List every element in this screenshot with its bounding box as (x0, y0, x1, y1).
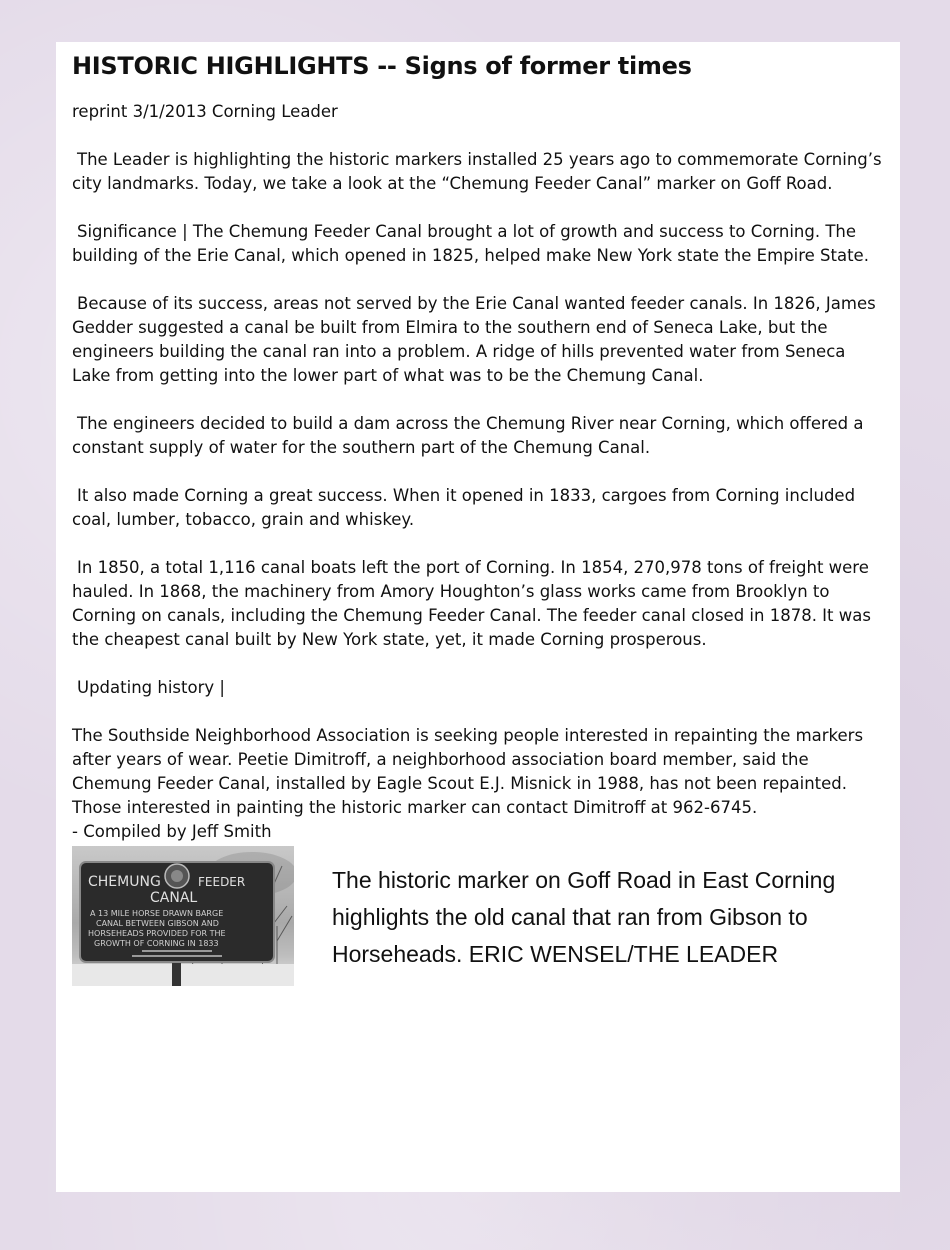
article-credit: - Compiled by Jeff Smith (72, 822, 272, 841)
marker-photo (72, 846, 294, 986)
sign-body-line: GROWTH OF CORNING IN 1833 (94, 939, 219, 948)
paragraph-intro: The Leader is highlighting the historic markers installed 25 years ago to commemorate Corning’s city landmarks. Today, we take a look at the “Chemung Feeder Canal” marker on Goff Road. (72, 150, 882, 193)
article-title: HISTORIC HIGHLIGHTS -- Signs of former times (72, 52, 692, 80)
paragraph-feeder-canals: Because of its success, areas not served by the Erie Canal wanted feeder canals. In 1826, James Gedder suggested a canal be built from Elmira to the southern end of Seneca Lake, but the engineers building the canal ran into a problem. A ridge of hills prevented water from Seneca Lake from getting into the lower part of what was to be the Chemung Canal. (72, 294, 876, 385)
sign-text-chemung: CHEMUNG (88, 874, 161, 890)
paragraph-significance: Significance | The Chemung Feeder Canal brought a lot of growth and success to Corning. The building of the Erie Canal, which opened in 1825, helped make New York state the Empire State. (72, 222, 869, 265)
sign-text-canal: CANAL (150, 890, 198, 906)
article-byline: reprint 3/1/2013 Corning Leader (72, 102, 338, 121)
photo-caption: The historic marker on Goff Road in East Corning highlights the old canal that ran from Gibson to Horseheads. ERIC WENSEL/THE LEADER (332, 867, 836, 967)
paragraph-boats: In 1850, a total 1,116 canal boats left the port of Corning. In 1854, 270,978 tons of freight were hauled. In 1868, the machinery from Amory Houghton’s glass works came from Brooklyn to Corning on canals, including the Chemung Feeder Canal. The feeder canal closed in 1878. It was the cheapest canal built by New York state, yet, it made Corning prosperous. (72, 558, 871, 649)
sign-body-line: HORSEHEADS PROVIDED FOR THE (88, 929, 226, 938)
sign-body-line: CANAL BETWEEN GIBSON AND (96, 919, 219, 928)
paragraph-association: The Southside Neighborhood Association is seeking people interested in repainting the markers after years of wear. Peetie Dimitroff, a neighborhood association board member, said the Chemung Feeder Canal, installed by Eagle Scout E.J. Misnick in 1988, has not been repainted. Those interested in painting the historic marker can contact Dimitroff at 962-6745. (72, 726, 864, 817)
paragraph-success: It also made Corning a great success. When it opened in 1833, cargoes from Corning included coal, lumber, tobacco, grain and whiskey. (72, 486, 856, 529)
photo-section (72, 846, 886, 986)
article-page (56, 42, 900, 1192)
marker-photo-image (72, 846, 294, 986)
paragraph-updating-history: Updating history | (77, 678, 225, 697)
paragraph-dam: The engineers decided to build a dam across the Chemung River near Corning, which offered a constant supply of water for the southern part of the Chemung Canal. (72, 414, 864, 457)
sign-text-feeder: FEEDER (198, 875, 246, 889)
sign-body-line: A 13 MILE HORSE DRAWN BARGE (90, 909, 224, 918)
